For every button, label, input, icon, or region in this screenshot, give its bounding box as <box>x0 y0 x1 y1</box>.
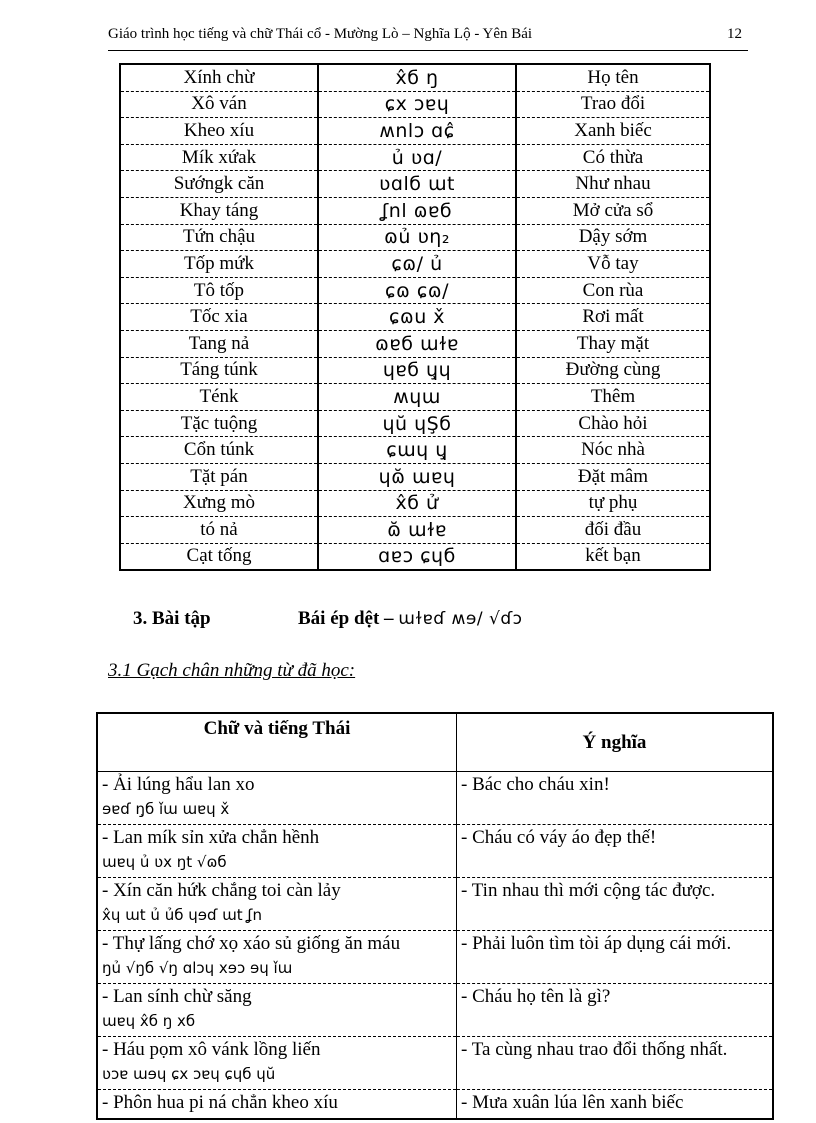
vocab-script: ɕɯɥ ɥ̧ <box>318 437 516 464</box>
phrase-row <box>97 772 773 825</box>
vocab-script: ʋɑlб ɯt <box>318 171 516 198</box>
vocab-phonetic: Tốc xia <box>120 304 318 331</box>
vocab-phonetic: Ténk <box>120 384 318 411</box>
vocab-meaning: Đường cùng <box>516 357 710 384</box>
vocab-meaning: Mở cửa sổ <box>516 197 710 224</box>
vocab-meaning: Có thừa <box>516 144 710 171</box>
exercise-subtitle <box>298 608 523 630</box>
vocab-phonetic: Xô ván <box>120 91 318 118</box>
vocab-script: ủ ʋɑ/ <box>318 144 516 171</box>
vocab-meaning: Họ tên <box>516 64 710 91</box>
vocab-row <box>120 64 710 91</box>
vocab-phonetic: Khay táng <box>120 197 318 224</box>
exercise-heading: 3. Bài tập <box>133 608 211 629</box>
vocab-phonetic: Mík xứak <box>120 144 318 171</box>
vocab-phonetic: Xính chừ <box>120 64 318 91</box>
phrase-meaning: - Cháu có váy áo đẹp thế! <box>457 825 774 878</box>
phrase-phonetic: - Phôn hua pi ná chẳn kheo xíu <box>102 1092 338 1113</box>
col-header-meaning: Ý nghĩa <box>457 713 774 772</box>
vocab-row <box>120 144 710 171</box>
phrase-meaning: - Cháu họ tên là gì? <box>457 984 774 1037</box>
phrase-script: ɯɐɥ x̂б ŋ xб <box>102 1012 196 1030</box>
phrase-phonetic: - Xín căn hứk chắng toi càn lảy <box>102 880 341 901</box>
phrase-row <box>97 984 773 1037</box>
phrase-thai-cell <box>97 931 457 984</box>
vocab-phonetic: Tốp mứk <box>120 251 318 278</box>
vocab-row <box>120 490 710 517</box>
vocab-phonetic: Cạt tống <box>120 543 318 570</box>
phrase-thai-cell <box>97 772 457 825</box>
vocab-meaning: tự phụ <box>516 490 710 517</box>
vocab-script: ɥɐб ɥ̧ɥ <box>318 357 516 384</box>
exercise-subtitle-script: ɯɫɐɗ ʍɘ/ √ɗɔ <box>398 609 523 629</box>
vocab-row <box>120 197 710 224</box>
vocab-row <box>120 517 710 544</box>
vocab-meaning: Dậy sớm <box>516 224 710 251</box>
vocab-row <box>120 463 710 490</box>
vocab-phonetic: Táng túnk <box>120 357 318 384</box>
vocabulary-table <box>119 63 711 571</box>
vocab-meaning: Như nhau <box>516 171 710 198</box>
vocab-script: ɕɷ/ ủ <box>318 251 516 278</box>
col-header-thai: Chữ và tiếng Thái <box>97 713 457 772</box>
vocab-row <box>120 543 710 570</box>
phrase-script: ɯɐɥ ủ ʋx ŋt √ɷб <box>102 853 227 871</box>
phrase-meaning: - Mưa xuân lúa lên xanh biếc <box>457 1090 774 1120</box>
vocab-phonetic: Cổn túnk <box>120 437 318 464</box>
phrase-meaning: - Ta cùng nhau trao đổi thống nhất. <box>457 1037 774 1090</box>
phrase-meaning: - Phải luôn tìm tòi áp dụng cái mới. <box>457 931 774 984</box>
vocab-meaning: Nóc nhà <box>516 437 710 464</box>
phrase-meaning: - Tin nhau thì mới cộng tác được. <box>457 878 774 931</box>
exercise-subtitle-text: Bái ép dệt – <box>298 608 394 629</box>
vocab-script: ɷ̆ ɯɫɐ <box>318 517 516 544</box>
phrase-row <box>97 931 773 984</box>
vocab-script: ʍɥɯ <box>318 384 516 411</box>
vocab-row <box>120 437 710 464</box>
vocab-script: ɕɷu x̌ <box>318 304 516 331</box>
vocab-meaning: Xanh biếc <box>516 118 710 145</box>
vocab-script: ɥɷ̆ ɯɐɥ <box>318 463 516 490</box>
vocab-script: ɕx ɔɐɥ <box>318 91 516 118</box>
vocab-script: x̂б ŋ <box>318 64 516 91</box>
vocab-row <box>120 384 710 411</box>
phrase-row <box>97 878 773 931</box>
vocab-row <box>120 277 710 304</box>
phrase-script: ŋủ √ŋб √ŋ ɑlɔɥ xɘɔ ɘɥ ǐɯ <box>102 959 293 977</box>
phrase-row <box>97 825 773 878</box>
vocab-script: ɑɐɔ ɕɥб <box>318 543 516 570</box>
vocab-row <box>120 118 710 145</box>
phrases-table <box>96 712 774 1120</box>
phrase-phonetic: - Lan sính chừ săng <box>102 986 252 1007</box>
vocab-phonetic: Tô tốp <box>120 277 318 304</box>
vocab-script: ɷɐб ɯɫɐ <box>318 330 516 357</box>
vocab-phonetic: Tặc tuộng <box>120 410 318 437</box>
vocab-meaning: Vỗ tay <box>516 251 710 278</box>
phrase-script: ɘɐɗ ŋ̧б ǐɯ ɯɐɥ x̌ <box>102 800 230 818</box>
section-title: 3.1 Gạch chân những từ đã học: <box>108 660 356 681</box>
vocab-row <box>120 410 710 437</box>
vocab-phonetic: Tứn chậu <box>120 224 318 251</box>
phrase-script: x̂ɥ ɯt ủ ủб ɥɘɗ ɯt ʆn <box>102 906 262 924</box>
vocab-row <box>120 171 710 198</box>
header-title: Giáo trình học tiếng và chữ Thái cổ - Mường Lò – Nghĩa Lộ - Yên Bái <box>108 26 533 42</box>
vocab-meaning: Thay mặt <box>516 330 710 357</box>
phrase-script: ʋɔɐ ɯɘɥ ɕx ɔɐɥ ɕɥб ɥŭ <box>102 1065 276 1083</box>
vocab-script: ɥŭ ɥŞб <box>318 410 516 437</box>
vocab-row <box>120 251 710 278</box>
vocab-meaning: Thêm <box>516 384 710 411</box>
vocab-phonetic: Kheo xíu <box>120 118 318 145</box>
phrase-phonetic: - Ải lúng hẩu lan xo <box>102 774 255 795</box>
vocab-meaning: đối đầu <box>516 517 710 544</box>
vocab-row <box>120 304 710 331</box>
vocab-row <box>120 91 710 118</box>
vocab-meaning: Rơi mất <box>516 304 710 331</box>
phrase-phonetic: - Thự lấng chớ xọ xáo sủ giống ăn máu <box>102 933 401 954</box>
phrase-thai-cell <box>97 1037 457 1090</box>
phrase-thai-cell <box>97 878 457 931</box>
vocab-meaning: Trao đổi <box>516 91 710 118</box>
phrase-thai-cell <box>97 984 457 1037</box>
vocab-script: ʆnl ɷɐб <box>318 197 516 224</box>
vocab-row <box>120 224 710 251</box>
vocab-script: ʍnlɔ ɑɕ̂ <box>318 118 516 145</box>
vocab-meaning: Chào hỏi <box>516 410 710 437</box>
vocab-script: ɷủ ʋη₂ <box>318 224 516 251</box>
page-header <box>108 24 748 51</box>
vocab-phonetic: tó nả <box>120 517 318 544</box>
vocab-phonetic: Xưng mò <box>120 490 318 517</box>
phrase-phonetic: - Lan mík sỉn xửa chẳn hềnh <box>102 827 320 848</box>
phrase-phonetic: - Háu pọm xô vánk lồng liến <box>102 1039 321 1060</box>
phrase-row <box>97 1090 773 1120</box>
vocab-meaning: Con rùa <box>516 277 710 304</box>
vocab-meaning: kết bạn <box>516 543 710 570</box>
vocab-script: ɕɷ ɕɷ/ <box>318 277 516 304</box>
vocab-phonetic: Tặt pán <box>120 463 318 490</box>
vocab-phonetic: Sướngk căn <box>120 171 318 198</box>
vocab-phonetic: Tang nả <box>120 330 318 357</box>
phrase-meaning: - Bác cho cháu xin! <box>457 772 774 825</box>
phrase-thai-cell <box>97 825 457 878</box>
vocab-row <box>120 330 710 357</box>
phrase-row <box>97 1037 773 1090</box>
vocab-script: x̂б ử <box>318 490 516 517</box>
page-number: 12 <box>727 26 742 42</box>
vocab-meaning: Đặt mâm <box>516 463 710 490</box>
vocab-row <box>120 357 710 384</box>
phrase-thai-cell <box>97 1090 457 1120</box>
